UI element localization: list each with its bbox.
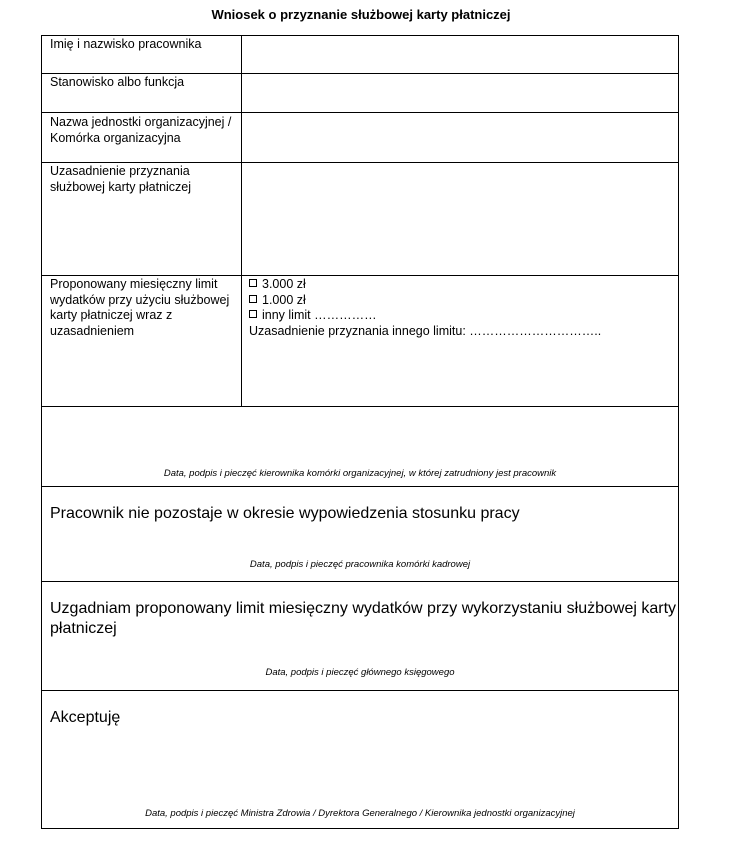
accountant-statement: Uzgadniam proponowany limit miesięczny wydatków przy wykorzystaniu służbowej karty płatniczej (50, 600, 677, 637)
other-limit-justification: Uzasadnienie przyznania innego limitu: ………………………….. (249, 324, 602, 338)
hr-signature-area[interactable] (43, 528, 677, 556)
hr-signature-caption: Data, podpis i pieczęć pracownika komórki kadrowej (249, 559, 471, 570)
page-title: Wniosek o przyznanie służbowej karty płatniczej (211, 7, 511, 22)
row-divider (42, 275, 678, 276)
organizational-unit-field[interactable] (242, 113, 678, 162)
row-divider (42, 581, 678, 582)
organizational-unit-label: Nazwa jednostki organizacyjnej / Komórka organizacyjna (50, 115, 232, 145)
approval-signature-caption: Data, podpis i pieczęć Ministra Zdrowia / Dyrektora Generalnego / Kierownika jednostki organizacyjnej (145, 808, 575, 819)
checkbox-icon[interactable] (249, 295, 257, 303)
accountant-signature-area[interactable] (43, 641, 677, 665)
limit-option-1000[interactable]: 1.000 zł (249, 293, 306, 309)
position-field[interactable] (242, 74, 678, 112)
hr-statement: Pracownik nie pozostaje w okresie wypowiedzenia stosunku pracy (50, 505, 520, 522)
application-form (41, 35, 679, 829)
card-justification-field[interactable] (242, 163, 678, 275)
limit-option-other[interactable]: inny limit …………… (249, 308, 377, 324)
position-label: Stanowisko albo funkcja (50, 75, 185, 89)
employee-name-label: Imię i nazwisko pracownika (50, 37, 202, 51)
checkbox-icon[interactable] (249, 279, 257, 287)
accountant-signature-caption: Data, podpis i pieczęć głównego księgowego (265, 667, 455, 678)
row-divider (42, 406, 678, 407)
employee-name-field[interactable] (242, 36, 678, 73)
monthly-limit-label: Proponowany miesięczny limit wydatków przy użyciu służbowej karty płatniczej wraz z uzasadnieniem (50, 277, 230, 338)
approval-statement: Akceptuję (50, 709, 121, 726)
card-justification-label: Uzasadnienie przyznania służbowej karty płatniczej (50, 164, 192, 194)
checkbox-icon[interactable] (249, 310, 257, 318)
row-divider (42, 486, 678, 487)
limit-option-3000[interactable]: 3.000 zł (249, 277, 306, 293)
manager-signature-area[interactable] (43, 408, 677, 466)
row-divider (42, 690, 678, 691)
approval-signature-area[interactable] (43, 732, 677, 802)
manager-signature-caption: Data, podpis i pieczęć kierownika komórki organizacyjnej, w której zatrudniony jest pracownik (163, 468, 557, 479)
